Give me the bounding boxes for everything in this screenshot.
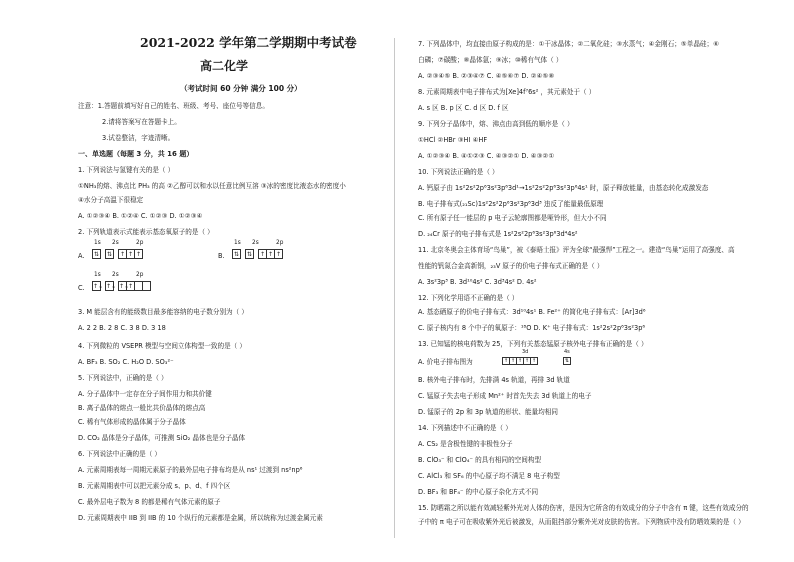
- orbital-box: ↑: [127, 283, 134, 290]
- q1-options: A. ①②③④ B. ①②④ C. ①②③ D. ①②③④: [78, 212, 203, 220]
- q6-option-d: D. 元素周期表中 IIB 到 IIB 的 10 个纵行的元素都是金属，所以统称为过渡金属元素: [78, 514, 323, 522]
- orbital-label-2p: 2p: [276, 240, 284, 246]
- q10-stem: 10. 下列说法正确的是（ ）: [418, 168, 499, 176]
- q5-stem: 5. 下列说法中，正确的是（ ）: [78, 374, 168, 382]
- q6-option-c: C. 最外层电子数为 8 的都是稀有气体元素的原子: [78, 498, 221, 506]
- q7-options: A. ②③④⑤ B. ②③④⑦ C. ④⑤⑥⑦ D. ②④⑤⑧: [418, 72, 555, 80]
- q13-option-b: B. 核外电子排布时，先排满 4s 轨道，再排 3d 轨道: [418, 376, 570, 384]
- left-column: [78, 0, 360, 562]
- q2-option-c-label: C.: [78, 284, 85, 292]
- exam-subject: 高二化学: [200, 59, 249, 73]
- orbital-label-2s: 2s: [252, 240, 259, 246]
- orbital-box: ↑: [119, 251, 126, 258]
- orbital-box: ⇅: [564, 358, 570, 364]
- q14-option-c: C. AlCl₃ 和 SF₆ 的中心原子均不满足 8 电子构型: [418, 472, 560, 480]
- q3-stem: 3. M 能层含有的能级数目最多能容纳的电子数分别为（ ）: [78, 308, 248, 316]
- q2-stem: 2. 下列轨道表示式能表示基态氧原子的是（ ）: [78, 228, 214, 236]
- orbital-box: [142, 281, 151, 291]
- q8-stem: 8. 元素周期表中电子排布式为[Xe]4f⁷6s² ，其元素处于（ ）: [418, 88, 596, 96]
- orbital-label-1s: 1s: [234, 240, 241, 246]
- q9-stem: 9. 下列分子晶体中，熔、沸点由高到低的顺序是（ ）: [418, 120, 574, 128]
- orbital-box: ↑: [531, 358, 537, 364]
- q15-stem-cont: 子中的 π 电子可在吸收紫外光后被激发，从而阻挡部分紫外光对皮肤的伤害。下列物质中没有防晒效果的是（ ）: [418, 518, 745, 526]
- q5-option-c: C. 稀有气体形成的晶体属于分子晶体: [78, 418, 186, 426]
- q4-stem: 4. 下列微粒的 VSEPR 模型与空间立体构型一致的是（ ）: [78, 342, 246, 350]
- orbital-box: ↑: [510, 358, 516, 364]
- q9-options: A. ①②③④ B. ④①②③ C. ④③②① D. ④③②①: [418, 152, 555, 160]
- q6-stem: 6. 下列说法中正确的是（ ）: [78, 450, 162, 458]
- q11-options: A. 3s²3p³ B. 3d¹⁰4s² C. 3d³4s² D. 4s²: [418, 278, 537, 286]
- q14-option-a: A. CS₂ 是含极性键的非极性分子: [418, 440, 513, 448]
- section-heading: 一、单选题（每题 3 分，共 16 题）: [78, 150, 194, 158]
- q12-options-ab: A. 基态硒原子的价电子排布式：3d¹⁰4s¹ B. Fe²⁺ 的简化电子排布式：[Ar]3d⁶: [418, 308, 646, 316]
- q12-options-cd: C. 原子核内有 8 个中子的氧原子：¹⁸O D. K⁺ 电子排布式：1s²2s²2p⁶3s²3p⁶: [418, 324, 646, 332]
- q13-orbital-3d: [502, 357, 537, 365]
- q15-stem: 15. 防晒霜之所以能有效减轻紫外光对人体的伤害，是因为它所含的有效成分的分子中含有 π 键，这些有效成分的: [418, 504, 749, 512]
- q2-option-b-label: B.: [218, 252, 225, 260]
- orbital-box: ↑: [275, 251, 282, 258]
- q14-option-d: D. BF₃ 和 BF₄⁻ 的中心原子杂化方式不同: [418, 488, 539, 496]
- right-column: [418, 0, 768, 562]
- orbital-box: ⇅: [93, 251, 100, 258]
- note-1: 注意：1.答题前填写好自己的姓名、班级、考号、座位号等信息。: [78, 102, 269, 110]
- q9-items: ①HCl ②HBr ③HI ④HF: [418, 136, 488, 144]
- q5-option-a: A. 分子晶体中一定存在分子间作用力和共价键: [78, 390, 212, 398]
- orbital-box: ⇅: [106, 251, 113, 258]
- orbital-box: ↑↓: [93, 283, 104, 290]
- orbital-box: ↑: [517, 358, 523, 364]
- orbital-label-1s: 1s: [94, 272, 101, 278]
- orbital-label-2s: 2s: [112, 240, 119, 246]
- orbital-label-1s: 1s: [94, 240, 101, 246]
- q7-stem: 7. 下列晶体中，均直接由原子构成的是：①干冰晶体；②二氧化硅；③水蒸气；④金刚石；⑤单晶硅；⑥: [418, 40, 720, 48]
- q1-stem: 1. 下列说法与氢键有关的是（ ）: [78, 166, 175, 174]
- orbital-box: ↑: [127, 251, 134, 258]
- note-3: 3.试卷整洁，字迹清晰。: [102, 134, 175, 142]
- orbital-label-2p: 2p: [136, 272, 144, 278]
- q6-option-b: B. 元素周期表中可以把元素分成 s、p、d、f 四个区: [78, 482, 231, 490]
- q13-option-c: C. 锰原子失去电子形成 Mn²⁺ 时首先失去 3d 轨道上的电子: [418, 392, 592, 400]
- q3-options: A. 2 2 B. 2 8 C. 3 8 D. 3 18: [78, 324, 166, 332]
- q1-items-cont: ④水分子高温下很稳定: [78, 196, 144, 204]
- q4-options: A. BF₃ B. SO₂ C. H₂O D. SO₃²⁻: [78, 358, 174, 366]
- q14-stem: 14. 下列描述中不正确的是（ ）: [418, 424, 512, 432]
- q13-option-a: A. 价电子排布图为: [418, 358, 473, 366]
- q8-options: A. s 区 B. p 区 C. d 区 D. f 区: [418, 104, 509, 112]
- exam-time-info: （考试时间 60 分钟 满分 100 分）: [180, 84, 302, 93]
- q5-option-b: B. 离子晶体的熔点一般比共价晶体的熔点高: [78, 404, 206, 412]
- q13-label-4s: 4s: [564, 349, 570, 355]
- orbital-box: ↑: [524, 358, 530, 364]
- column-divider: [394, 38, 395, 538]
- q13-label-3d: 3d: [522, 349, 529, 355]
- orbital-box: ⇅: [246, 251, 253, 258]
- orbital-box: ↑: [135, 251, 142, 258]
- q2-option-a-label: A.: [78, 252, 85, 260]
- orbital-box: ↑: [259, 251, 266, 258]
- q12-stem: 12. 下列化学用语不正确的是（ ）: [418, 294, 519, 302]
- q6-option-a: A. 元素周期表每一周期元素原子的最外层电子排布均是从 ns¹ 过渡到 ns²np⁶: [78, 466, 303, 474]
- q13-option-d: D. 锰原子的 2p 和 3p 轨道的形状、能量均相同: [418, 408, 558, 416]
- orbital-box: ↑: [503, 358, 509, 364]
- q13-stem: 13. 已知锰的核电荷数为 25，下列有关基态锰原子核外电子排布正确的是（ ）: [418, 340, 648, 348]
- orbital-label-2p: 2p: [136, 240, 144, 246]
- q10-option-b: B. 电子排布式(₂₁Sc)1s²2s²2p⁶3s²3p⁶3d³ 违反了能量最低原理: [418, 200, 604, 208]
- q11-stem-cont: 性能的钒氮合金高新钢，₂₃V 原子的价电子排布式正确的是（ ）: [418, 262, 604, 270]
- q10-option-c: C. 所有原子任一能层的 p 电子云轮廓图都是哑铃形，但大小不同: [418, 214, 607, 222]
- q7-stem-cont: 白磷；⑦碳酸；⑧晶体氩；⑨冰；⑩稀有气体（ ）: [418, 56, 563, 64]
- orbital-label-2s: 2s: [112, 272, 119, 278]
- q1-items: ①NH₃的熔、沸点比 PH₃ 的高 ②乙醇可以和水以任意比例互溶 ③冰的密度比液态水的密度小: [78, 182, 346, 190]
- q10-option-d: D. ₂₄Cr 原子的电子排布式是 1s²2s²2p⁶3s²3p⁶3d⁴4s²: [418, 230, 578, 238]
- orbital-box: ↑: [267, 251, 274, 258]
- q10-option-a: A. 钙原子由 1s²2s²2p⁶3s²3p⁶3d¹→1s²2s²2p⁶3s²3p⁶4s¹ 时，原子释放能量，由基态转化成激发态: [418, 184, 709, 192]
- q13-orbital-4s: [563, 357, 570, 365]
- orbital-box: ↑↓: [119, 283, 130, 290]
- q14-option-b: B. ClO₃⁻ 和 ClO₄⁻ 的具有相同的空间构型: [418, 456, 542, 464]
- orbital-box: ↑↓: [106, 283, 117, 290]
- note-2: 2.请将答案写在答题卡上。: [102, 118, 181, 126]
- exam-title: 2021-2022 学年第二学期期中考试卷: [140, 35, 357, 50]
- q5-option-d: D. CO₂ 晶体是分子晶体，可推测 SiO₂ 晶体也是分子晶体: [78, 434, 246, 442]
- q11-stem: 11. 北京冬奥会主体育场“鸟巢”，被《泰晤士报》评为全球“最强悍”工程之一。建造“鸟巢”运用了高强度、高: [418, 246, 735, 254]
- orbital-box: ⇅: [233, 251, 240, 258]
